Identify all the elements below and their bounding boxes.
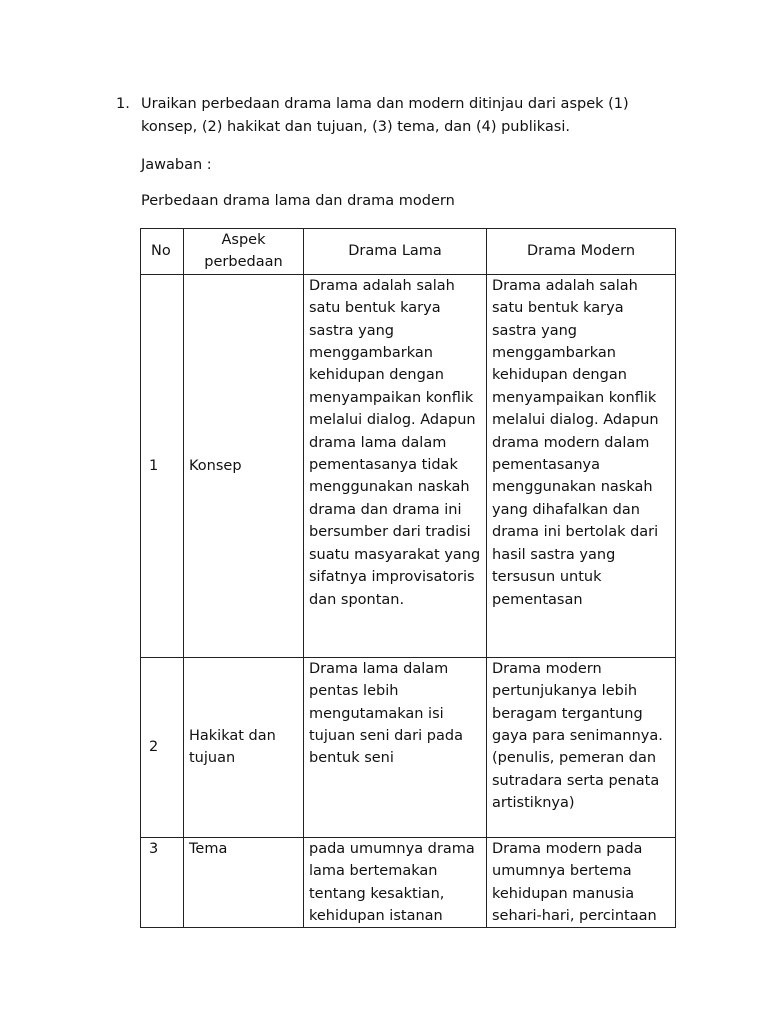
row-drama-lama: Drama lama dalam pentas lebih mengutamakan isi tujuan seni dari pada bentuk seni (304, 657, 487, 837)
comparison-table (140, 228, 676, 928)
header-aspect: Aspek perbedaan (184, 229, 304, 275)
row-drama-modern: Drama adalah salah satu bentuk karya sastra yang menggambarkan kehidupan dengan menyampaikan konflik melalui dialog. Adapun drama modern dalam pementasanya menggunakan naskah yang dihafalkan dan drama ini bertolak dari hasil sastra yang tersusun untuk pementasan (487, 274, 676, 657)
table-row (141, 657, 676, 837)
row-aspect: Konsep (184, 274, 304, 657)
question-text: Uraikan perbedaan drama lama dan modern ditinjau dari aspek (1) konsep, (2) hakikat dan tujuan, (3) tema, dan (4) publikasi. (141, 96, 629, 135)
header-no: No (141, 229, 184, 275)
question-number: 1. (116, 96, 130, 112)
row-drama-lama: pada umumnya drama lama bertemakan tentang kesaktian, kehidupan istanan (304, 837, 487, 928)
row-number: 1 (141, 274, 184, 657)
header-drama-lama: Drama Lama (304, 229, 487, 275)
table-caption: Perbedaan drama lama dan drama modern (141, 193, 455, 209)
table-row (141, 274, 676, 657)
row-drama-lama: Drama adalah salah satu bentuk karya sastra yang menggambarkan kehidupan dengan menyampaikan konflik melalui dialog. Adapun drama lama dalam pementasanya tidak menggunakan naskah drama dan drama ini bersumber dari tradisi suatu masyarakat yang sifatnya improvisatoris dan spontan. (304, 274, 487, 657)
row-aspect: Tema (184, 837, 304, 928)
row-aspect: Hakikat dan tujuan (184, 657, 304, 837)
row-number: 2 (141, 657, 184, 837)
row-drama-modern: Drama modern pertunjukanya lebih beragam tergantung gaya para senimannya. (penulis, pemeran dan sutradara serta penata artistiknya) (487, 657, 676, 837)
row-drama-modern: Drama modern pada umumnya bertema kehidupan manusia sehari-hari, percintaan (487, 837, 676, 928)
table-row (141, 837, 676, 928)
row-number: 3 (141, 837, 184, 928)
table-header-row (141, 229, 676, 275)
answer-label: Jawaban : (141, 157, 212, 173)
header-drama-modern: Drama Modern (487, 229, 676, 275)
